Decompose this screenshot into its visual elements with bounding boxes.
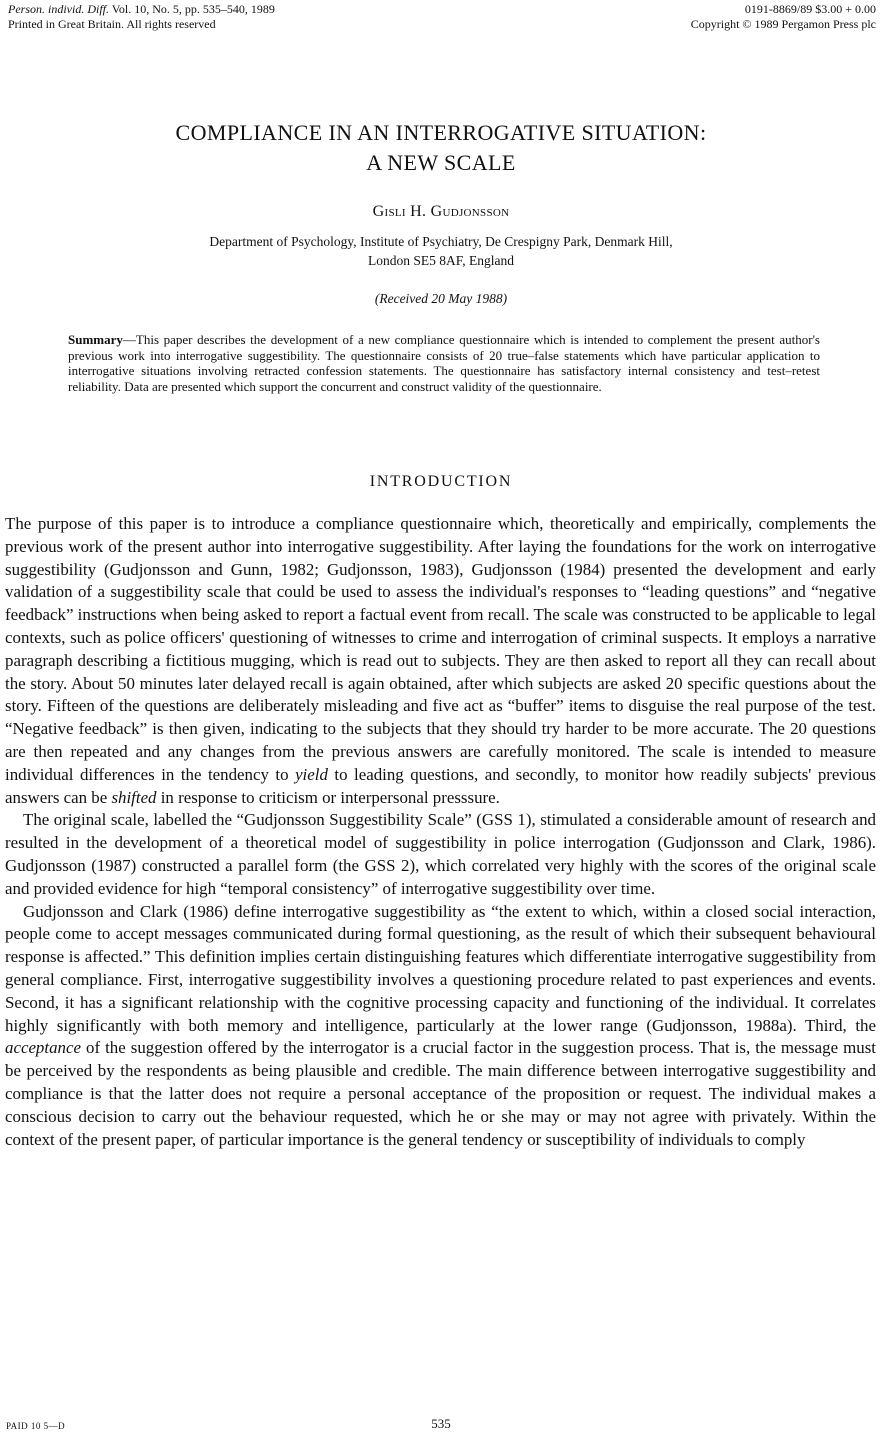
section-heading: INTRODUCTION xyxy=(369,473,513,490)
affiliation-line-1: Department of Psychology, Institute of Psychiatry, De Crespigny Park, Denmark Hill, xyxy=(209,234,673,249)
summary-abstract xyxy=(68,332,820,394)
title-line-2: A NEW SCALE xyxy=(366,150,516,175)
summary-text: —This paper describes the development of a new compliance questionnaire which is intended to complement the present author's previous work into interrogative suggestibility. The questionnaire consists of 20 true–false statements which have particular application to interrogative situations involving retracted confession statements. The questionnaire has satisfactory internal consistency and test–retest reliability. Data are presented which support the concurrent and construct validity of the questionnaire. xyxy=(68,332,820,394)
issn-price: 0191-8869/89 $3.00 + 0.00 xyxy=(744,2,876,16)
paragraph-1-part-b: to leading questions, and secondly, to monitor how readily subjects' previous answers can be xyxy=(5,764,877,807)
paragraph-2: The original scale, labelled the “Gudjonsson Suggestibility Scale” (GSS 1), stimulated a considerable amount of research and resulted in the development of a theoretical model of suggestibility in police interrogation (Gudjonsson and Clark, 1986). Gudjonsson (1987) constructed a parallel form (the GSS 2), which correlated very highly with the scores of the original scale and provided evidence for high “temporal consistency” of interrogative suggestibility over time. xyxy=(5,810,876,898)
paragraph-1-part-c: in response to criticism or interpersonal presssure. xyxy=(156,787,500,807)
printed-line: Printed in Great Britain. All rights reserved xyxy=(8,17,216,31)
citation-line xyxy=(8,2,275,17)
title-line-1: COMPLIANCE IN AN INTERROGATIVE SITUATION: xyxy=(175,120,707,145)
volume-info: Vol. 10, No. 5, pp. 535–540, 1989 xyxy=(111,2,275,16)
paragraph-1 xyxy=(5,513,876,809)
received-date: (Received 20 May 1988) xyxy=(374,291,508,306)
article-title xyxy=(0,118,882,178)
summary-label: Summary xyxy=(68,332,123,347)
page-number: 535 xyxy=(431,1416,451,1431)
emphasis-yield: yield xyxy=(295,764,328,784)
author-name: Gisli H. Gudjonsson xyxy=(372,203,510,220)
affiliation xyxy=(0,232,882,270)
affiliation-line-2: London SE5 8AF, England xyxy=(368,253,514,268)
header-right xyxy=(691,2,876,32)
body-text xyxy=(5,513,876,1151)
emphasis-shifted: shifted xyxy=(111,787,157,807)
copyright-line: Copyright © 1989 Pergamon Press plc xyxy=(690,17,876,31)
footer-code: PAID 10 5—D xyxy=(6,1421,66,1431)
paragraph-1-part-a: The purpose of this paper is to introduce a compliance questionnaire which, theoretically and empirically, complements the previous work of the present author into interrogative suggestibility. After laying the foundations for the work on interrogative suggestibility (Gudjonsson and Gunn, 1982; Gudjonsson, 1983), Gudjonsson (1984) presented the development and early validation of a suggestibility scale that could be used to assess the individual's responses to “leading questions” and “negative feedback” instructions when being asked to report a factual event from recall. The scale was constructed to be applicable to legal contexts, such as police officers' questioning of witnesses to crime and interrogation of criminal suspects. It employs a narrative paragraph describing a fictitious mugging, which is read out to subjects. They are then asked to report all they can recall about the story. About 50 minutes later delayed recall is again obtained, after which subjects are asked 20 specific questions about the story. Fifteen of the questions are deliberately misleading and five act as “buffer” items to disguise the real purpose of the test. “Negative feedback” is then given, indicating to the subjects that they should try harder to be more accurate. The 20 questions are then repeated and any changes from the previous answers are carefully monitored. The scale is intended to measure individual differences in the tendency to xyxy=(5,514,876,784)
paragraph-3-part-b: of the suggestion offered by the interrogator is a crucial factor in the suggestion process. That is, the message must be perceived by the respondents as being plausible and credible. The main difference between interrogative suggestibility and compliance is that the latter does not require a personal acceptance of the proposition or request. The individual makes a conscious decision to carry out the behaviour requested, which he or she may or may not agree with privately. Within the context of the present paper, of particular importance is the general tendency or susceptibility of individuals to comply xyxy=(5,1038,876,1149)
emphasis-acceptance: acceptance xyxy=(5,1038,81,1058)
paragraph-3-part-a: Gudjonsson and Clark (1986) define interrogative suggestibility as “the extent to which, within a closed social interaction, people come to accept messages communicated during formal questioning, as the result of which their subsequent behavioural response is affected.” This definition implies certain distinguishing features which differentiate interrogative suggestibility from general compliance. First, interrogative suggestibility involves a questioning procedure related to past experiences and events. Second, it has a significant relationship with the cognitive processing capacity and functioning of the individual. It correlates highly significantly with both memory and intelligence, particularly at the lower range (Gudjonsson, 1988a). Third, the xyxy=(5,901,876,1035)
journal-cite: Person. individ. Diff. xyxy=(8,2,109,16)
paragraph-3 xyxy=(5,901,876,1152)
header-left xyxy=(8,2,275,32)
